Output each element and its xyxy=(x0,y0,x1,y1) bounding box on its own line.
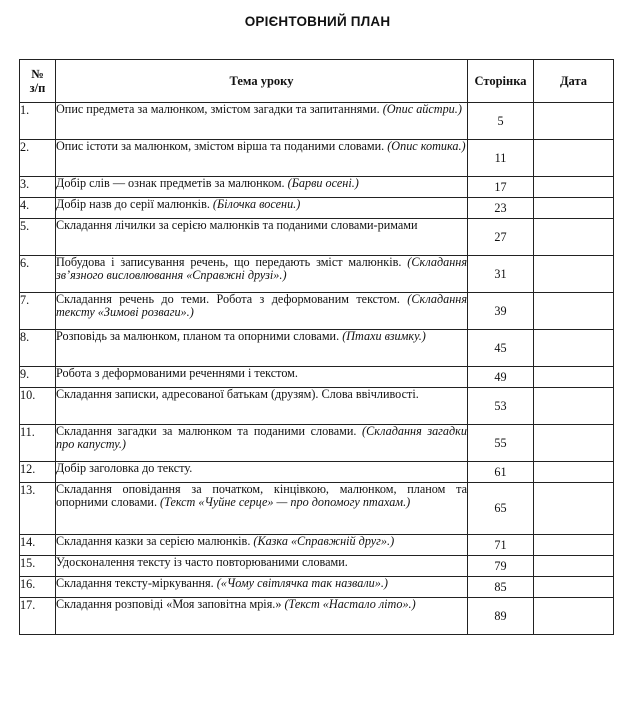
table-row xyxy=(20,198,614,219)
row-topic xyxy=(56,535,468,556)
row-page: 55 xyxy=(468,425,534,462)
topic-note: (Складання тексту «Зимові розваги».) xyxy=(56,292,467,320)
table-row xyxy=(20,367,614,388)
lesson-plan-table xyxy=(19,59,614,635)
topic-note: (Опис котика.) xyxy=(387,139,466,153)
table-row xyxy=(20,556,614,577)
page-title: ОРІЄНТОВНИЙ ПЛАН xyxy=(244,14,391,29)
table-row xyxy=(20,103,614,140)
row-page: 31 xyxy=(468,256,534,293)
row-date-cell xyxy=(534,367,614,388)
topic-text: Добір слів — ознак предметів за малюнком. xyxy=(56,176,288,190)
table-row xyxy=(20,598,614,635)
topic-note: (Птахи взимку.) xyxy=(342,329,426,343)
table-row xyxy=(20,535,614,556)
row-number: 9. xyxy=(20,367,56,388)
row-topic xyxy=(56,256,468,293)
topic-note: (Текст «Чуйне серце» — про допомогу птахам.) xyxy=(160,495,411,510)
row-page: 39 xyxy=(468,293,534,330)
topic-note: (Білочка восени.) xyxy=(212,197,301,211)
table-row xyxy=(20,462,614,483)
row-topic xyxy=(56,177,468,198)
row-page: 11 xyxy=(468,140,534,177)
row-page: 85 xyxy=(468,577,534,598)
row-number: 16. xyxy=(20,577,56,598)
row-topic xyxy=(56,330,468,367)
row-number: 15. xyxy=(20,556,56,577)
row-number: 17. xyxy=(20,598,56,635)
topic-note: (Складання зв’язного висловлювання «Справжні друзі».) xyxy=(56,255,467,283)
table-row xyxy=(20,219,614,256)
topic-text: Побудова і записування речень, що передають зміст малюнків. xyxy=(56,255,408,269)
table-row xyxy=(20,177,614,198)
row-page: 27 xyxy=(468,219,534,256)
topic-text: Складання оповідання за початком, кінцівкою, малюнком, планом та опорними словами. xyxy=(56,482,467,510)
row-page: 49 xyxy=(468,367,534,388)
row-page: 23 xyxy=(468,198,534,219)
row-topic xyxy=(56,577,468,598)
row-topic xyxy=(56,219,468,256)
row-page: 45 xyxy=(468,330,534,367)
row-date-cell xyxy=(534,140,614,177)
row-topic xyxy=(56,367,468,388)
row-date-cell xyxy=(534,598,614,635)
topic-text: Складання загадки за малюнком та поданими словами. xyxy=(56,424,363,438)
table-row xyxy=(20,293,614,330)
topic-text: Складання розповіді «Моя заповітна мрія.» xyxy=(56,597,285,611)
topic-note: (Складання загадки про капусту.) xyxy=(56,424,467,452)
row-number: 6. xyxy=(20,256,56,293)
topic-text: Удосконалення тексту із часто повторюваними словами. xyxy=(56,555,348,569)
row-number: 12. xyxy=(20,462,56,483)
topic-note: (Казка «Справжній друг».) xyxy=(253,534,395,548)
row-topic xyxy=(56,483,468,535)
row-date-cell xyxy=(534,535,614,556)
topic-text: Опис істоти за малюнком, змістом вірша та поданими словами. xyxy=(56,139,388,153)
row-date-cell xyxy=(534,219,614,256)
table-row xyxy=(20,140,614,177)
row-date-cell xyxy=(534,177,614,198)
header-topic: Тема уроку xyxy=(56,60,468,103)
topic-note: («Чому світлячка так назвали».) xyxy=(216,576,388,590)
row-number: 11. xyxy=(20,425,56,462)
row-topic xyxy=(56,598,468,635)
row-date-cell xyxy=(534,198,614,219)
row-page: 71 xyxy=(468,535,534,556)
row-topic xyxy=(56,103,468,140)
row-date-cell xyxy=(534,425,614,462)
row-date-cell xyxy=(534,388,614,425)
table-row xyxy=(20,330,614,367)
topic-text: Складання записки, адресованої батькам (друзям). Слова ввічливості. xyxy=(56,387,419,401)
row-topic xyxy=(56,425,468,462)
header-page: Сторінка xyxy=(468,60,534,103)
row-page: 61 xyxy=(468,462,534,483)
topic-text: Робота з деформованими реченнями і текстом. xyxy=(56,366,298,380)
row-topic xyxy=(56,293,468,330)
row-date-cell xyxy=(534,293,614,330)
table-row xyxy=(20,425,614,462)
row-page: 79 xyxy=(468,556,534,577)
row-number: 2. xyxy=(20,140,56,177)
row-date-cell xyxy=(534,103,614,140)
table-row xyxy=(20,577,614,598)
row-number: 14. xyxy=(20,535,56,556)
row-number: 3. xyxy=(20,177,56,198)
row-date-cell xyxy=(534,483,614,535)
table-row xyxy=(20,483,614,535)
row-number: 7. xyxy=(20,293,56,330)
row-number: 10. xyxy=(20,388,56,425)
row-date-cell xyxy=(534,256,614,293)
row-page: 17 xyxy=(468,177,534,198)
row-number: 8. xyxy=(20,330,56,367)
row-number: 5. xyxy=(20,219,56,256)
table-header-row xyxy=(20,60,614,103)
row-topic xyxy=(56,556,468,577)
row-topic xyxy=(56,388,468,425)
topic-note: (Барви осені.) xyxy=(287,176,359,190)
row-topic xyxy=(56,462,468,483)
row-page: 89 xyxy=(468,598,534,635)
topic-text: Складання лічилки за серією малюнків та поданими словами-римами xyxy=(56,218,418,232)
row-number: 4. xyxy=(20,198,56,219)
topic-text: Складання речень до теми. Робота з деформованим текстом. xyxy=(56,292,408,306)
topic-text: Складання казки за серією малюнків. xyxy=(56,534,254,548)
topic-text: Добір заголовка до тексту. xyxy=(56,461,193,475)
row-page: 65 xyxy=(468,483,534,535)
topic-note: (Текст «Настало літо».) xyxy=(284,597,416,611)
row-date-cell xyxy=(534,556,614,577)
row-page: 5 xyxy=(468,103,534,140)
row-date-cell xyxy=(534,330,614,367)
row-number: 1. xyxy=(20,103,56,140)
topic-text: Складання тексту-міркування. xyxy=(56,576,217,590)
header-number-line2: з/п xyxy=(29,81,46,95)
topic-note: (Опис айстри.) xyxy=(382,102,462,116)
row-topic xyxy=(56,198,468,219)
header-date: Дата xyxy=(534,60,614,103)
topic-text: Добір назв до серії малюнків. xyxy=(56,197,213,211)
table-row xyxy=(20,388,614,425)
header-number xyxy=(20,60,56,103)
row-date-cell xyxy=(534,577,614,598)
topic-text: Опис предмета за малюнком, змістом загадки та запитаннями. xyxy=(56,102,383,116)
topic-text: Розповідь за малюнком, планом та опорними словами. xyxy=(56,329,343,343)
row-topic xyxy=(56,140,468,177)
row-date-cell xyxy=(534,462,614,483)
row-page: 53 xyxy=(468,388,534,425)
table-row xyxy=(20,256,614,293)
row-number: 13. xyxy=(20,483,56,535)
header-number-line1: № xyxy=(31,67,44,81)
